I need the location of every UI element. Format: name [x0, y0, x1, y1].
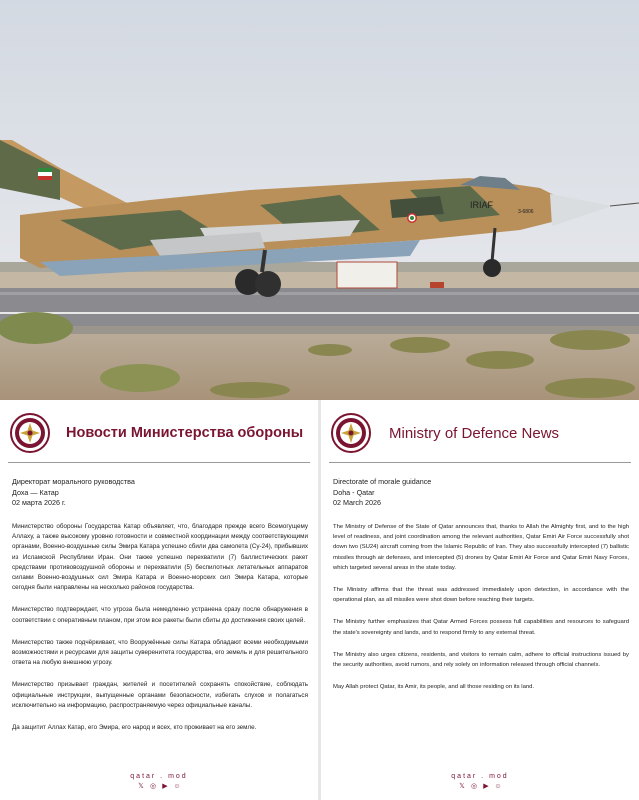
meta-block [333, 477, 431, 509]
footer [0, 772, 318, 791]
snapchat-icon[interactable]: ☺ [173, 783, 181, 790]
social-icons [0, 783, 318, 791]
footer-handle: qatar . mod [451, 773, 509, 780]
serial-text: 3-6806 [518, 209, 534, 215]
news-panel-russian [0, 400, 318, 800]
footer [321, 772, 639, 791]
paragraph: The Ministry affirms that the threat was addressed immediately upon detection, in accordance with the operational plan, as all missiles were shot down before reaching their targets. [333, 587, 629, 604]
snapchat-icon[interactable]: ☺ [494, 783, 502, 790]
ministry-emblem-icon [331, 413, 371, 453]
paragraph: Министерство также подчёркивает, что Вооружённые силы Катара обладают всеми необходимыми возможностями и ресурсами для защиты суверенитета государства, его земель и для решительного ответа на любую внешнюю угрозу. [12, 638, 308, 667]
instagram-icon[interactable]: ◎ [470, 783, 478, 790]
paragraph: Да защитит Аллах Катар, его Эмира, его народ и всех, кто проживает на его земле. [12, 724, 257, 732]
paragraph: Министерство обороны Государства Катар объявляет, что, благодаря прежде всего Всемогущему Аллаху, а также высокому уровню готовности и совместной координации между соответствующими органами, Военно-воздушные силы Эмира Катара успешно сбили два самолета (Су-24), прибывших из Исламской Республики Иран. Они также успешно перехватили (7) баллистических ракет средствами противовоздушной обороны и перехватили (5) беспилотных летательных аппаратов силами Военно-воздушных сил Эмира Катара и Военно-морских сил Эмира Катара, которые сегодня были направлены на несколько районов государства. [12, 523, 308, 592]
page-title: Ministry of Defence News [389, 424, 560, 442]
directorate-label: Директорат морального руководства [12, 477, 135, 486]
page-title: Новости Министерства обороны [66, 425, 304, 441]
ministry-emblem-icon [10, 413, 50, 453]
instagram-icon[interactable]: ◎ [149, 783, 157, 790]
panel-header [10, 408, 303, 458]
paragraph: Министерство подтверждает, что угроза была немедленно устранена сразу после обнаружения в соответствии с оперативным планом, при этом все ракеты были сбиты до достижения своих целей. [12, 606, 308, 624]
x-icon[interactable]: 𝕏 [459, 783, 465, 790]
header-divider [8, 462, 310, 463]
directorate-label: Directorate of morale guidance [333, 477, 432, 486]
youtube-icon[interactable]: ▶ [483, 783, 489, 790]
news-panels [0, 400, 639, 800]
date-label: 02 March 2026 [333, 498, 381, 507]
social-icons [321, 783, 639, 791]
paragraph: May Allah protect Qatar, its Amir, its people, and all those residing on its land. [333, 684, 535, 691]
paragraph: The Ministry further emphasizes that Qatar Armed Forces possess full capabilities and resources to safeguard the state's sovereignty and lands, and to respond firmly to any external threat. [333, 619, 629, 636]
location-label: Doha - Qatar [333, 487, 375, 497]
news-panel-english [321, 400, 639, 800]
x-icon[interactable]: 𝕏 [138, 783, 144, 790]
paragraph: The Ministry also urges citizens, residents, and visitors to remain calm, adhere to official instructions issued by the security authorities, avoid rumors, and rely solely on information released through official channels. [333, 651, 629, 669]
panel-header [331, 408, 559, 458]
date-label: 02 марта 2026 г. [12, 498, 66, 507]
meta-block [12, 477, 135, 509]
tail-code-text: IRIAF [470, 200, 494, 210]
youtube-icon[interactable]: ▶ [162, 783, 168, 790]
location-label: Доха — Катар [12, 487, 59, 497]
article-body [333, 522, 629, 704]
paragraph: The Ministry of Defense of the State of Qatar announces that, thanks to Allah the Almighty first, and to the high level of readiness, and joint coordination among the relevant authorities, Qatar Emiri Air Force successfully shot down two (SU24) aircraft coming from the Islamic Republic of Iran. They also successfully intercepted (7) ballistic missiles through air defenses, and intercepted (5) drones by Qatar Emiri Air Force and Qatar Emiri Navy Forces, which targeted several areas in the state today. [333, 524, 629, 571]
paragraph: Министерство призывает граждан, жителей и посетителей сохранять спокойствие, соблюдать официальные инструкции, выпущенные органами безопасности, избегать слухов и полагаться исключительно на информацию, распространяемую через официальные каналы. [12, 681, 308, 709]
header-divider [329, 462, 631, 463]
footer-handle: qatar . mod [130, 773, 188, 780]
article-body [12, 522, 308, 745]
